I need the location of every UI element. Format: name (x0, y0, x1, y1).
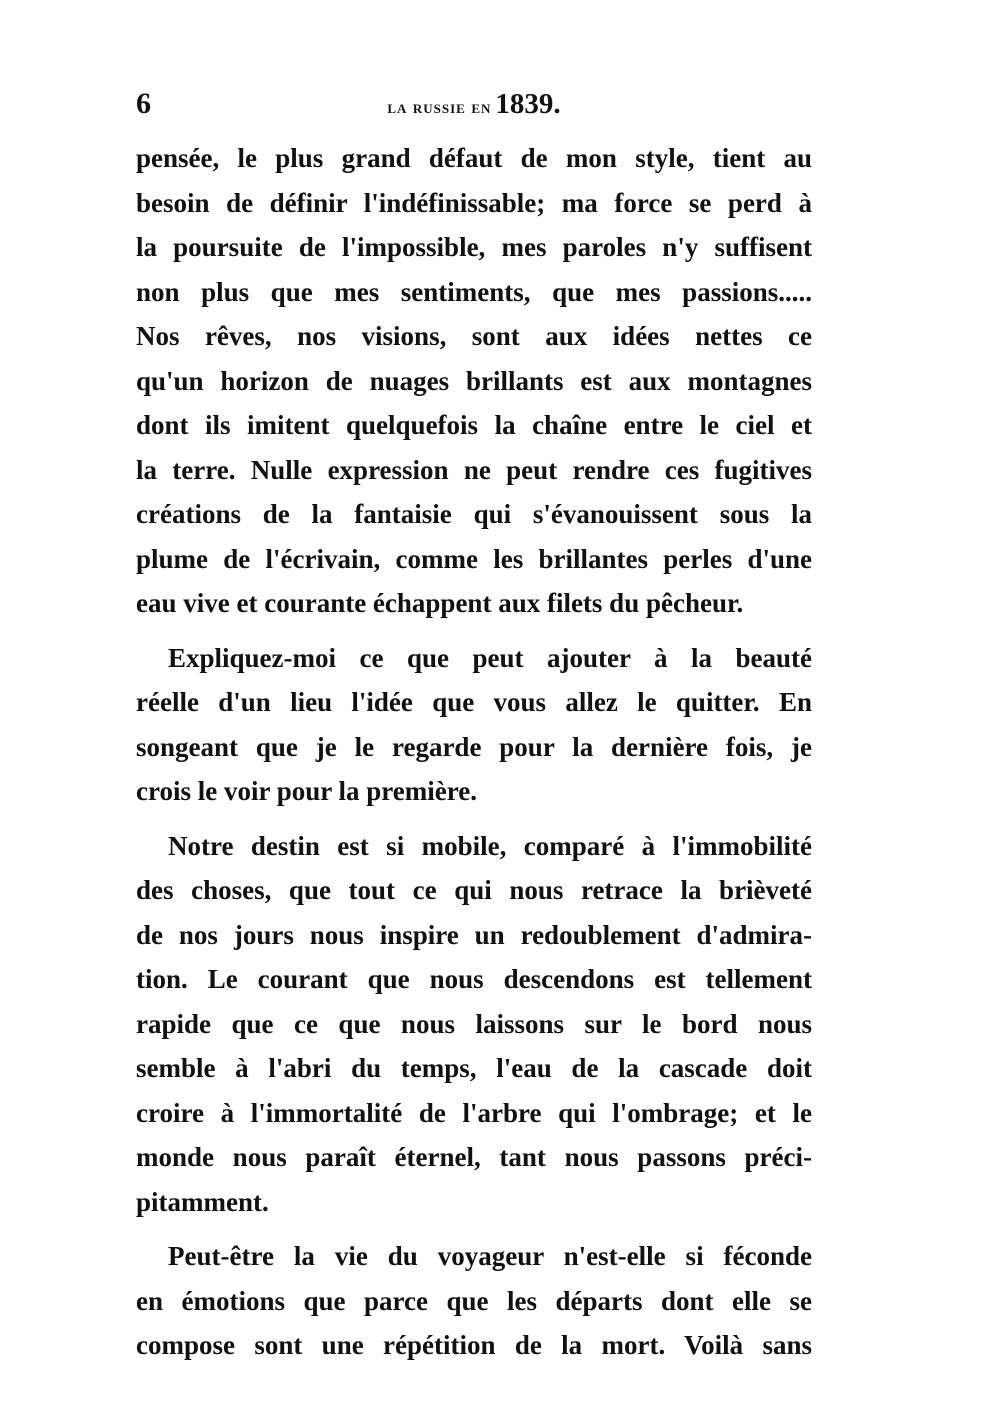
text-line: tion. Le courant que nous descendons est tellement (136, 964, 812, 994)
text-line: pitamment. (136, 1186, 269, 1217)
text-line: la poursuite de l'impossible, mes paroles n'y suffisent (136, 232, 812, 262)
text-line: créations de la fantaisie qui s'évanouissent sous la (136, 499, 812, 529)
text-line: Expliquez-moi ce que peut ajouter à la beauté (168, 642, 812, 673)
text-line: compose sont une répétition de la mort. Voilà sans (136, 1330, 812, 1360)
body-text (136, 136, 812, 1368)
text-line: en émotions que parce que les départs dont elle se (136, 1285, 812, 1316)
paragraph (136, 824, 812, 1225)
page-header (136, 82, 812, 126)
text-line: qu'un horizon de nuages brillants est aux montagnes (136, 365, 812, 396)
text-line: des choses, que tout ce qui nous retrace la brièveté (136, 875, 812, 905)
text-line: eau vive et courante échappent aux filets du pêcheur. (136, 588, 744, 618)
text-line: Nos rêves, nos visions, sont aux idées nettes ce (136, 321, 812, 351)
text-line: pensée, le plus grand défaut de mon style, tient au (136, 143, 812, 173)
text-line: rapide que ce que nous laissons sur le bord nous (136, 1008, 812, 1039)
paragraph (136, 136, 812, 626)
text-line: Peut-être la vie du voyageur n'est-elle si féconde (168, 1241, 812, 1271)
text-line: songeant que je le regarde pour la dernière fois, je (136, 731, 812, 762)
text-line: crois le voir pour la première. (136, 776, 477, 806)
text-line: de nos jours nous inspire un redoublement d'admira- (136, 919, 812, 950)
text-line: Notre destin est si mobile, comparé à l'immobilité (168, 830, 812, 861)
running-head-title: la russie en (387, 97, 492, 117)
text-line: plume de l'écrivain, comme les brillantes perles d'une (136, 543, 812, 574)
text-line: non plus que mes sentiments, que mes passions..... (136, 276, 812, 307)
paragraph (136, 636, 812, 814)
text-line: besoin de définir l'indéfinissable; ma force se perd à (136, 187, 812, 218)
text-line: la terre. Nulle expression ne peut rendre ces fugitives (136, 454, 812, 485)
running-head-year: 1839. (495, 88, 561, 120)
text-line: croire à l'immortalité de l'arbre qui l'ombrage; et le (136, 1097, 812, 1128)
text-line: réelle d'un lieu l'idée que vous allez le quitter. En (136, 687, 812, 717)
text-line: semble à l'abri du temps, l'eau de la cascade doit (136, 1053, 812, 1083)
text-line: monde nous paraît éternel, tant nous passons préci- (136, 1142, 812, 1172)
paragraph (136, 1234, 812, 1368)
running-head (136, 82, 812, 131)
text-line: dont ils imitent quelquefois la chaîne entre le ciel et (136, 410, 812, 440)
page-number: 6 (136, 87, 151, 120)
